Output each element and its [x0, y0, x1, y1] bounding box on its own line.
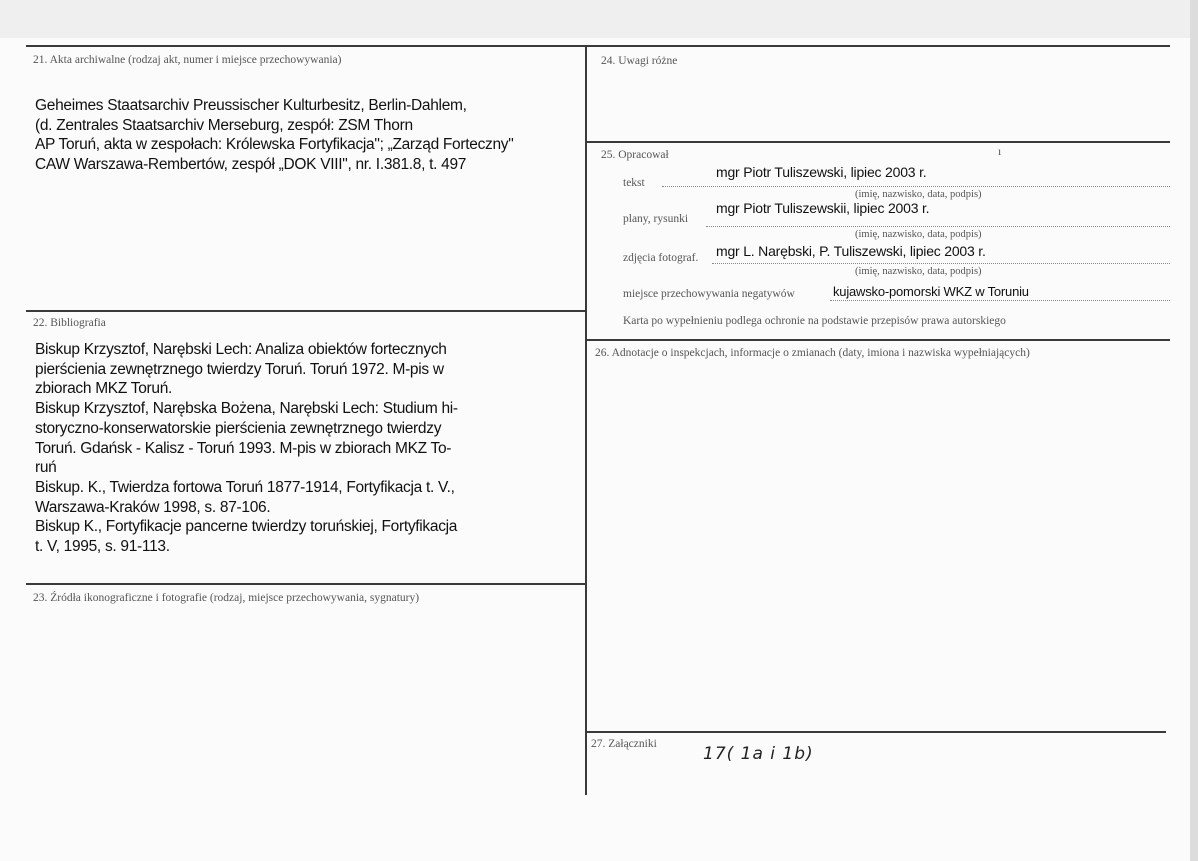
archive-line: AP Toruń, akta w zespołach: Królewska Fortyfikacja"; „Zarząd Forteczny" — [35, 136, 514, 153]
attachments-handwritten: 17( 1a i 1b) — [703, 744, 814, 764]
rule-26-top — [586, 339, 1170, 341]
miejsce-value: kujawsko-pomorski WKZ w Toruniu — [833, 284, 1029, 299]
tekst-value: mgr Piotr Tuliszewski, lipiec 2003 r. — [716, 164, 927, 180]
section-26-label: 26. Adnotacje o inspekcjach, informacje o zmianach (daty, imiona i nazwiska wypełniających) — [595, 347, 1030, 359]
plany-value: mgr Piotr Tuliszewskii, lipiec 2003 r. — [716, 200, 930, 216]
section-21-text — [35, 96, 513, 174]
tekst-line — [662, 186, 1170, 187]
archive-line: (d. Zentrales Staatsarchiv Merseburg, zespół: ZSM Thorn — [35, 116, 413, 134]
tick-mark: ı — [998, 146, 1002, 158]
bibliography-line: t. V, 1995, s. 91-113. — [35, 538, 170, 556]
zdjecia-label: zdjęcia fotograf. — [623, 252, 699, 264]
archive-line: CAW Warszawa-Rembertów, zespół „DOK VIII", nr. I.381.8, t. 497 — [35, 155, 467, 173]
rule-27-top — [586, 731, 1166, 733]
section-21-label: 21. Akta archiwalne (rodzaj akt, numer i miejsce przechowywania) — [33, 54, 342, 66]
bibliography-line: Biskup K., Fortyfikacje pancerne twierdzy toruńskiej, Fortyfikacja — [35, 518, 458, 536]
rule-23-top — [26, 583, 586, 585]
scan-right-edge — [1190, 0, 1198, 861]
top-rule-left — [26, 45, 586, 47]
bibliography-line: pierścienia zewnętrznego twierdzy Toruń. Toruń 1972. M-pis w — [35, 360, 444, 378]
miejsce-label: miejsce przechowywania negatywów — [623, 288, 795, 300]
section-22-label: 22. Bibliografia — [33, 317, 106, 329]
plany-line — [706, 226, 1170, 227]
zdjecia-line — [712, 263, 1170, 264]
top-rule-right — [586, 45, 1170, 47]
bibliography-line: Toruń. Gdańsk - Kalisz - Toruń 1993. M-pis w zbiorach MKZ To- — [35, 439, 452, 457]
scan-top-band — [0, 0, 1190, 38]
section-27-label: 27. Załączniki — [591, 738, 657, 750]
rule-22-top — [26, 310, 586, 312]
section-24-label: 24. Uwagi różne — [601, 55, 678, 67]
rule-25-top — [586, 141, 1170, 143]
bibliography-line: ruń — [35, 459, 57, 477]
tekst-hint: (imię, nazwisko, data, podpis) — [855, 189, 982, 200]
section-25-label: 25. Opracował — [601, 149, 669, 161]
plany-label: plany, rysunki — [623, 213, 689, 225]
center-divider — [585, 45, 587, 795]
section-22-text — [35, 340, 458, 557]
miejsce-line — [830, 300, 1170, 301]
copyright-note: Karta po wypełnieniu podlega ochronie na podstawie przepisów prawa autorskiego — [623, 315, 1006, 327]
section-23-label: 23. Źródła ikonograficzne i fotografie (rodzaj, miejsce przechowywania, sygnatury) — [33, 592, 420, 604]
bibliography-line: zbiorach MKZ Toruń. — [35, 380, 173, 398]
bibliography-line: Biskup Krzysztof, Narębski Lech: Analiza obiektów fortecznych — [35, 341, 447, 358]
bibliography-line: Warszawa-Kraków 1998, s. 87-106. — [35, 498, 271, 516]
archive-line: Geheimes Staatsarchiv Preussischer Kulturbesitz, Berlin-Dahlem, — [35, 97, 467, 114]
bibliography-line: storyczno-konserwatorskie pierścienia zewnętrznego twierdzy — [35, 419, 442, 437]
tekst-label: tekst — [623, 177, 645, 189]
bibliography-line: Biskup. K., Twierdza fortowa Toruń 1877-1914, Fortyfikacja t. V., — [35, 478, 455, 496]
plany-hint: (imię, nazwisko, data, podpis) — [855, 229, 982, 240]
zdjecia-value: mgr L. Narębski, P. Tuliszewski, lipiec 2003 r. — [716, 243, 986, 259]
zdjecia-hint: (imię, nazwisko, data, podpis) — [855, 266, 982, 277]
bibliography-line: Biskup Krzysztof, Narębska Bożena, Narębski Lech: Studium hi- — [35, 400, 458, 418]
